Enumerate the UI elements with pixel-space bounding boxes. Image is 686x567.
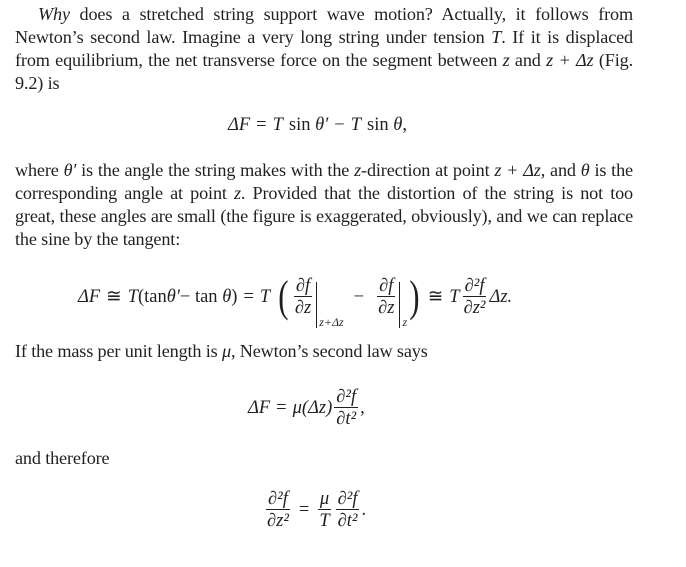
evaluation-bar: z+Δz bbox=[316, 282, 343, 328]
second-partial-z: $\frac{\text{∂²f}}{\text{∂z²}}$ bbox=[463, 275, 486, 318]
paragraph-therefore: and therefore bbox=[15, 448, 110, 468]
emphasis-why: Why bbox=[38, 4, 70, 24]
equation-net-force: ΔF = T sin θ′ − T sin θ , bbox=[228, 115, 407, 135]
partial-f-partial-z: $\frac{\partial f}{\partial z}$ bbox=[294, 275, 312, 318]
mu-over-t: $\frac{\mu}{T}$ bbox=[319, 488, 330, 531]
second-partial-t: $\frac{\text{∂²f}}{\text{∂t²}}$ bbox=[337, 488, 358, 531]
paragraph-small-angle: where θ′ is the angle the string makes with the z-direction at point z + Δz, and θ is the corresponding angle at point z. Provided that the distortion of the string is not too great, these angles are small (the figure is exaggerated, obviously), and we can replace the sine by the tangent: bbox=[15, 160, 633, 249]
second-partial-z: $\frac{\text{∂²f}}{\text{∂z²}}$ bbox=[267, 488, 289, 531]
var-tension: T bbox=[491, 27, 502, 47]
equation-tangent-approx: ΔF ≅ T (tan θ′ − tan θ ) = T ( $\frac{\partial f}{\partial z}$ z+Δz − $\frac{\partial f}{\partial z}$ z ) ≅ T $\frac{\text{∂²f}}{\text{∂z²}}$ Δz. bbox=[78, 272, 513, 329]
paragraph-intro: Why does a stretched string support wave motion? Actually, it follows from Newton’s second law. Imagine a very long string under tension T. If it is displaced from equilibrium, the net transverse force on the segment between z and z + Δz (Fig. 9.2) is bbox=[15, 4, 633, 93]
second-partial-t: $\frac{\text{∂²f}}{\text{∂t²}}$ bbox=[336, 386, 357, 429]
partial-f-partial-z: $\frac{\partial f}{\partial z}$ bbox=[378, 275, 395, 318]
equation-newton-second-law: ΔF = μ(Δz) $\frac{\text{∂²f}}{\text{∂t²}}$ , bbox=[248, 386, 365, 429]
paragraph-mass-density: If the mass per unit length is μ, Newton’s second law says bbox=[15, 341, 428, 361]
evaluation-bar: z bbox=[399, 282, 407, 328]
equation-wave-equation: $\frac{\text{∂²f}}{\text{∂z²}}$ = $\frac{\mu}{T}$ $\frac{\text{∂²f}}{\text{∂t²}}$ . bbox=[267, 488, 367, 531]
